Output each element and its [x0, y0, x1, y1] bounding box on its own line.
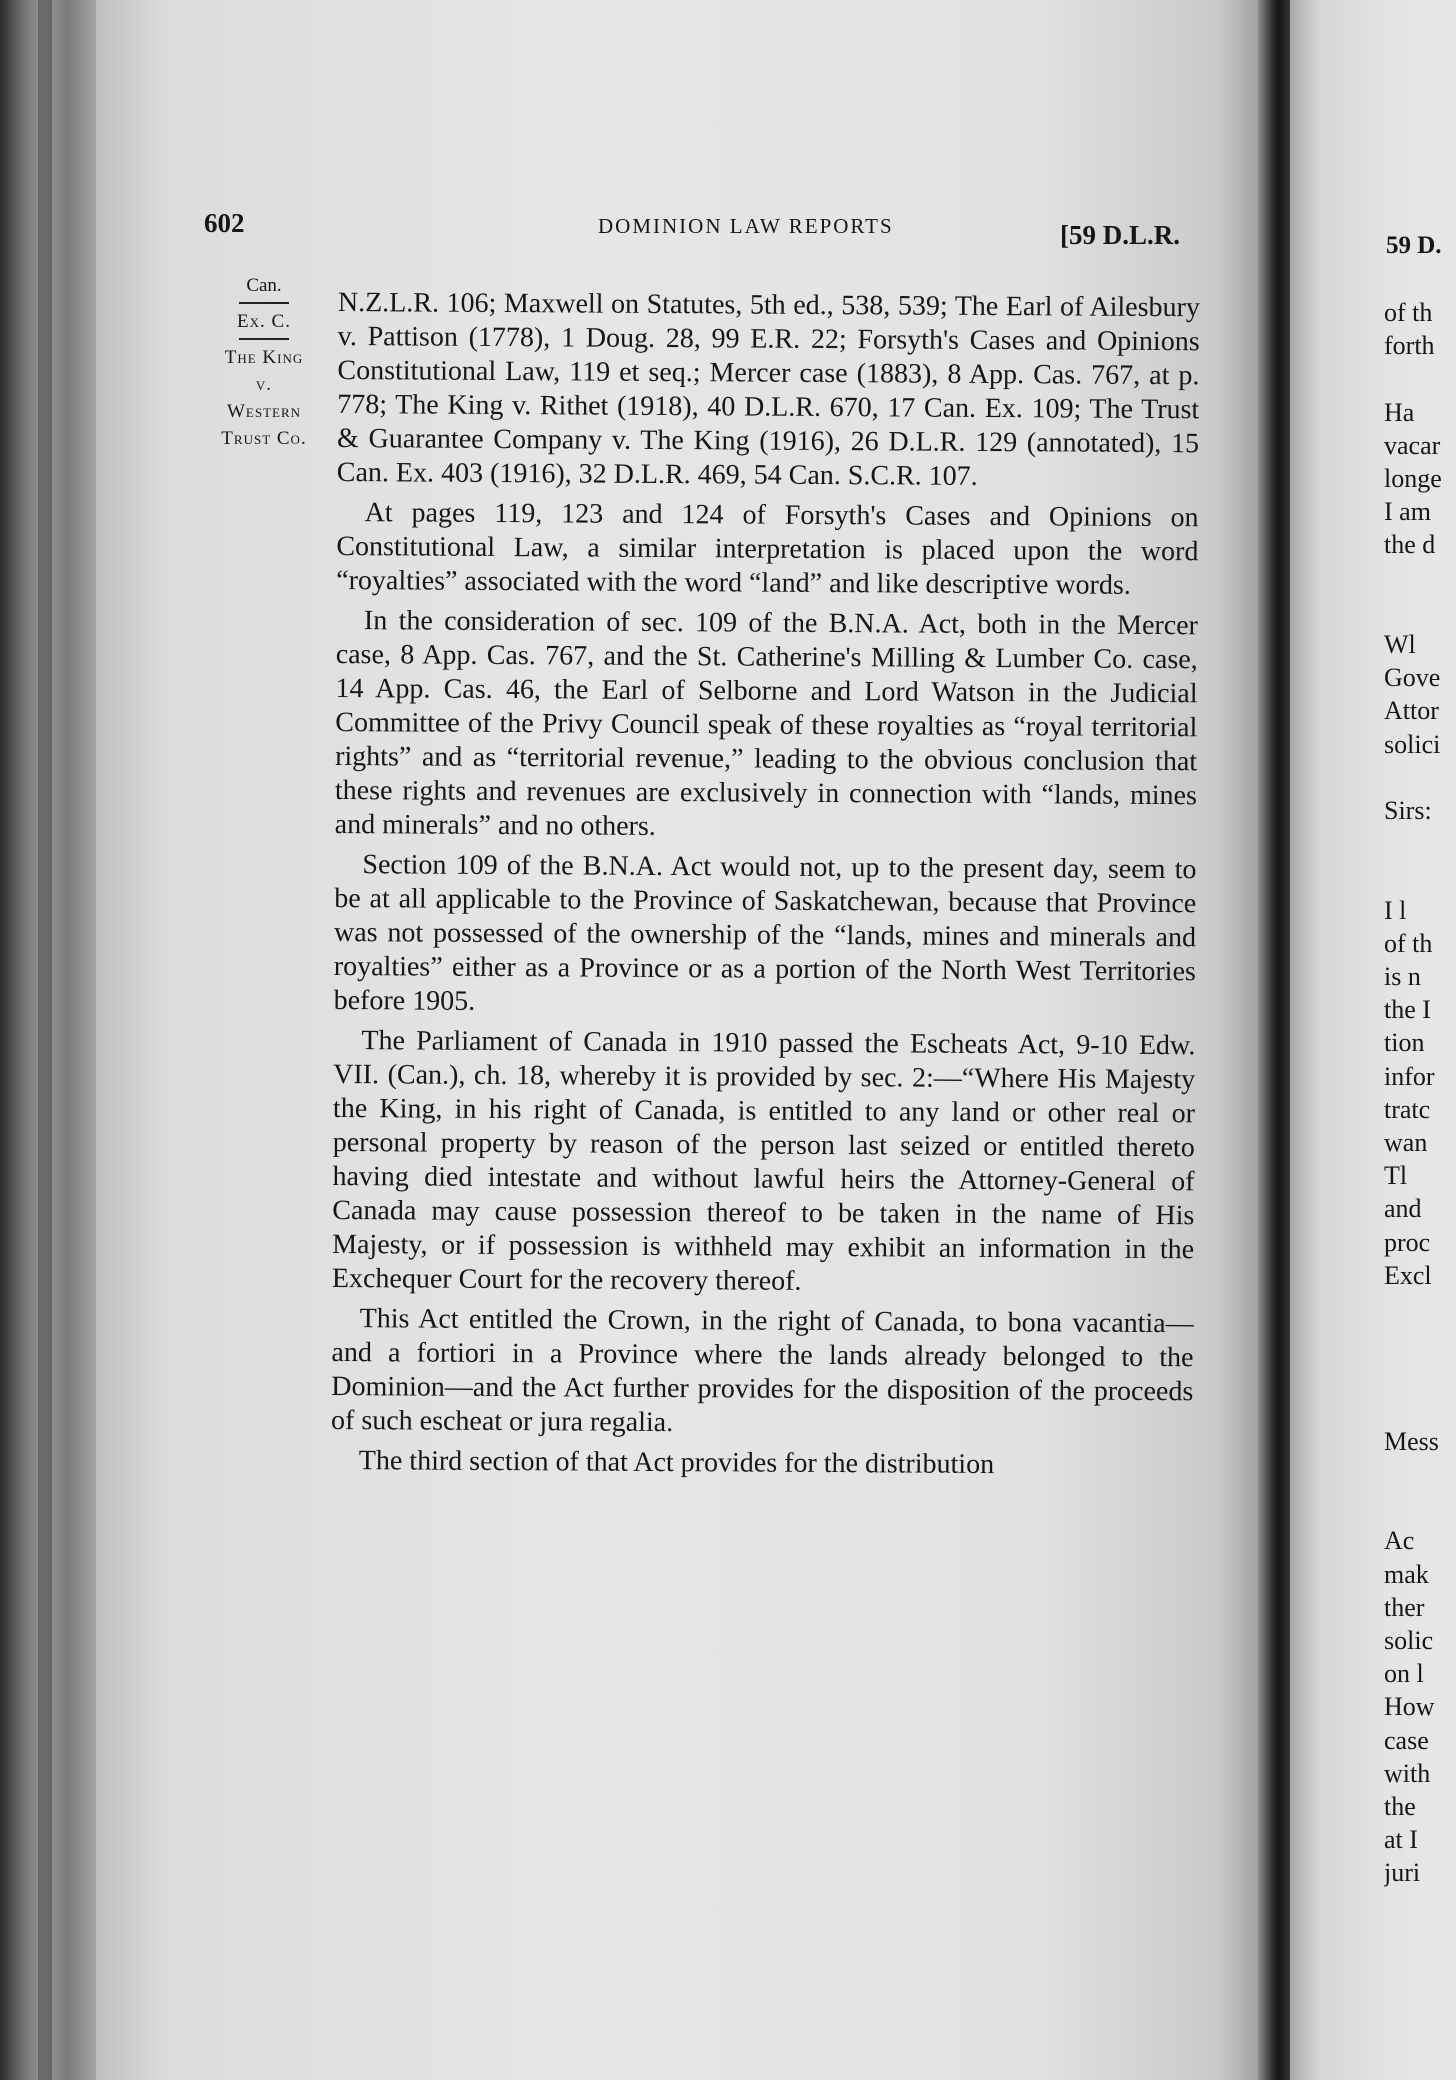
volume-reference: [59 D.L.R. — [1060, 220, 1180, 250]
page-gutter — [1258, 0, 1292, 2080]
paragraph: In the consideration of sec. 109 of the B.N.A. Act, both in the Mercer case, 8 App. Cas. 767, and the St. Catherine's Milling & Lumber Co. case, 14 App. Cas. 46, the Earl of Selborne and Lord Watson in the Judicial Committee of the Privy Council speak of these royalties as “royal territorial rights” and as “territorial revenue,” leading to the obvious conclusion that these rights and revenues are exclusively in connection with “lands, mines and minerals” and no others. — [334, 605, 1199, 842]
page-number: 602 — [204, 208, 245, 238]
paragraph: N.Z.L.R. 106; Maxwell on Statutes, 5th ed., 538, 539; The Earl of Ailesbury v. Pattison (1778), 1 Doug. 28, 99 E.R. 22; Forsyth's Cases and Opinions Constitutional Law, 119 et seq.; Mercer case (1883), 8 App. Cas. 767, at p. 778; The King v. Rithet (1918), 40 D.L.R. 670, 17 Can. Ex. 109; The Trust & Guarantee Company v. The King (1916), 26 D.L.R. 129 (annotated), 15 Can. Ex. 403 (1916), 32 D.L.R. 469, 54 Can. S.C.R. 107. — [336, 286, 1200, 492]
facing-page-line: longe — [1384, 464, 1442, 493]
facing-page-line: of th — [1384, 298, 1433, 327]
facing-page-line: at I — [1384, 1825, 1418, 1855]
facing-page-line: forth — [1384, 331, 1435, 361]
sidenote-rule — [239, 302, 289, 304]
facing-page-header: 59 D. — [1386, 232, 1442, 259]
facing-page-line: vacar — [1384, 430, 1441, 460]
sidenote-case-name: The King — [224, 347, 304, 368]
facing-page-line: Excl — [1384, 1260, 1432, 1290]
facing-page-line: Mess — [1384, 1426, 1439, 1456]
facing-page-line: the — [1384, 1792, 1416, 1821]
paragraph: Section 109 of the B.N.A. Act would not, up to the present day, seem to be at all applicable to the Province of Saskatchewan, because that Province was not possessed of the ownership of the “lands, mines and minerals and royalties” either as a Province or as a portion of the North West Territories before 1905. — [333, 849, 1197, 1017]
case-sidenote — [196, 272, 332, 452]
facing-page-line: I l — [1384, 895, 1407, 925]
facing-page-line: solic — [1384, 1626, 1434, 1655]
facing-page-line: wan — [1384, 1128, 1428, 1157]
paragraph: This Act entitled the Crown, in the right of Canada, to bona vacantia—and a fortiori in a Province where the lands already belonged to the Dominion—and the Act further provides for the disposition of the proceeds of such escheat or jura regalia. — [330, 1303, 1194, 1439]
spine-shadow — [38, 0, 52, 2080]
facing-page-line: the d — [1384, 530, 1436, 560]
facing-page-line: How — [1384, 1692, 1435, 1722]
facing-page-line: ther — [1384, 1592, 1425, 1622]
facing-page-line: infor — [1384, 1061, 1435, 1091]
facing-page-line: on l — [1384, 1659, 1424, 1689]
body-text — [331, 286, 1200, 1489]
facing-page-line: of th — [1384, 928, 1433, 958]
facing-page-line: mak — [1384, 1559, 1429, 1589]
facing-page-line: solici — [1384, 729, 1441, 759]
facing-page-line: with — [1384, 1758, 1431, 1788]
facing-page-line: case — [1384, 1725, 1429, 1755]
facing-page-line: the I — [1384, 995, 1431, 1025]
facing-page-line: tion — [1384, 1028, 1425, 1058]
paragraph: The Parliament of Canada in 1910 passed the Escheats Act, 9-10 Edw. VII. (Can.), ch. 18, whereby it is provided by sec. 2:—“Where His Majesty the King, in his right of Canada, is entitled to any land or other real or personal property by reason of the person last seized or entitled thereto having died intestate and without lawful heirs the Attorney-General of Canada may cause possession thereof to be taken in the name of His Majesty, or if possession is withheld may exhibit an information in the Exchequer Court for the recovery thereof. — [331, 1025, 1196, 1297]
facing-page-line: Ac — [1384, 1526, 1415, 1556]
sidenote-rule — [239, 338, 289, 340]
sidenote-case-name: Western — [226, 401, 302, 422]
facing-page-line: Attor — [1384, 696, 1439, 726]
facing-page-line: I am — [1384, 497, 1431, 527]
facing-page-line: Gove — [1384, 663, 1441, 693]
facing-page-line: Sirs: — [1384, 796, 1432, 825]
facing-page-line: Ha — [1384, 397, 1415, 427]
paragraph: The third section of that Act provides for the distribution — [358, 1445, 995, 1481]
facing-page-line: and — [1384, 1194, 1422, 1224]
facing-page-line: proc — [1384, 1227, 1431, 1257]
sidenote-case-name: v. — [255, 374, 273, 395]
sidenote-court: Can. — [246, 275, 282, 296]
facing-page-line: is n — [1384, 962, 1421, 991]
facing-page-line: Wl — [1384, 630, 1416, 659]
facing-page-line: juri — [1384, 1858, 1421, 1888]
paragraph: At pages 119, 123 and 124 of Forsyth's Cases and Opinions on Constitutional Law, a similar interpretation is placed upon the word “royalties” associated with the word “land” and like descriptive words. — [336, 497, 1199, 601]
facing-page-line: tratc — [1384, 1094, 1431, 1124]
sidenote-court-division: Ex. C. — [237, 311, 291, 332]
sidenote-case-name: Trust Co. — [221, 428, 307, 449]
running-title: DOMINION LAW REPORTS — [598, 214, 894, 238]
facing-page-line: Tl — [1384, 1161, 1408, 1191]
